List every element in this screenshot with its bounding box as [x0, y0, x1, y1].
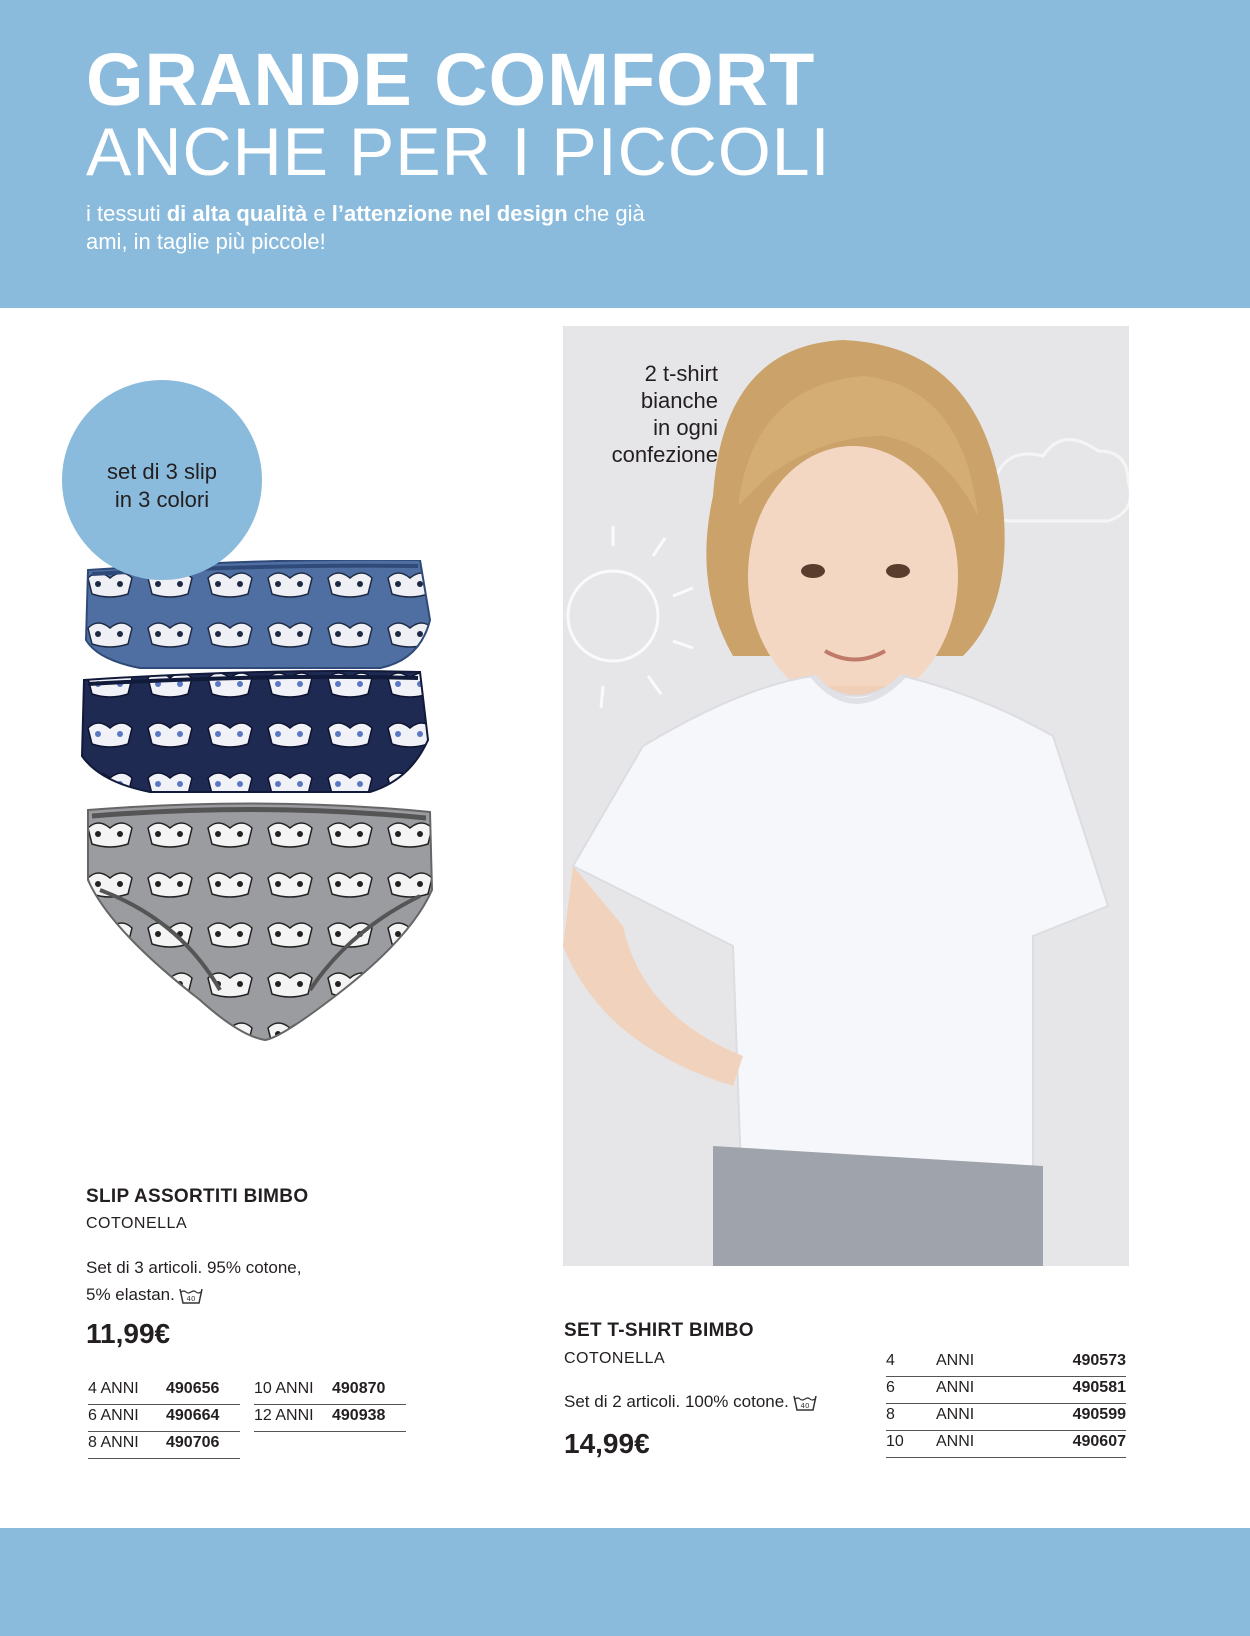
- size-row: [886, 1350, 1126, 1377]
- caption-line: bianche: [640, 388, 718, 413]
- size-unit: ANNI: [936, 1433, 975, 1450]
- size-row: [886, 1431, 1126, 1458]
- product-description: [564, 1388, 884, 1415]
- size-label: 4 ANNI: [88, 1380, 139, 1397]
- size-unit: ANNI: [936, 1379, 975, 1396]
- badge-line: in 3 colori: [114, 487, 210, 512]
- size-label: 8 ANNI: [88, 1434, 139, 1451]
- header-tagline: [86, 200, 646, 256]
- footer-band: [0, 1528, 1250, 1636]
- product-code: 490664: [166, 1407, 220, 1424]
- size-label: 10 ANNI: [254, 1380, 314, 1397]
- size-label: 6 ANNI: [88, 1407, 139, 1424]
- size-unit: ANNI: [936, 1406, 975, 1423]
- tagline-part: e: [307, 201, 332, 226]
- tagline-part-bold: l’attenzione nel design: [331, 201, 568, 226]
- size-row: [88, 1432, 240, 1459]
- size-label: 12 ANNI: [254, 1407, 314, 1424]
- caption-line: in ogni: [653, 415, 718, 440]
- size-number: 8: [886, 1406, 895, 1423]
- size-number: 10: [886, 1433, 904, 1450]
- promo-badge: [62, 380, 262, 580]
- product-code: 490581: [1072, 1379, 1126, 1396]
- wash-40-icon: [179, 1287, 203, 1305]
- size-unit: ANNI: [936, 1352, 975, 1369]
- product-code: 490938: [332, 1407, 386, 1424]
- svg-text:40: 40: [186, 1294, 196, 1303]
- size-row: [88, 1378, 240, 1405]
- size-row: [886, 1404, 1126, 1431]
- product-code: 490607: [1072, 1433, 1126, 1450]
- product-description: [86, 1254, 386, 1308]
- photo-caption: [563, 360, 718, 468]
- product-code: 490870: [332, 1380, 386, 1397]
- description-line-2: [86, 1281, 386, 1308]
- briefs-product-image: [80, 560, 450, 1050]
- product-code: 490573: [1072, 1352, 1126, 1369]
- tagline-part: che già ami, in taglie più piccole!: [86, 201, 645, 254]
- tagline-part: i tessuti: [86, 201, 167, 226]
- wash-40-icon: [793, 1394, 817, 1412]
- size-row: [254, 1378, 406, 1405]
- size-row: [254, 1405, 406, 1432]
- size-row: [88, 1405, 240, 1432]
- size-number: 6: [886, 1379, 895, 1396]
- size-row: [886, 1377, 1126, 1404]
- caption-line: confezione: [611, 442, 718, 467]
- product-brand: COTONELLA: [86, 1215, 188, 1232]
- size-table-col1: [88, 1378, 240, 1459]
- header-banner: [0, 0, 1250, 308]
- page-title: GRANDE COMFORT: [86, 38, 816, 121]
- product-name: SLIP ASSORTITI BIMBO: [86, 1186, 309, 1207]
- caption-line: 2 t-shirt: [644, 361, 718, 386]
- product-price: 14,99€: [564, 1428, 650, 1459]
- description-text: Set di 2 articoli. 100% cotone.: [564, 1392, 789, 1411]
- size-table-col2: [254, 1378, 406, 1432]
- product-name: SET T-SHIRT BIMBO: [564, 1320, 754, 1341]
- svg-text:40: 40: [800, 1401, 810, 1410]
- badge-line: set di 3 slip: [106, 459, 218, 484]
- product-price: 11,99€: [86, 1318, 171, 1349]
- size-number: 4: [886, 1352, 895, 1369]
- tagline-part-bold: di alta qualità: [166, 201, 308, 226]
- description-text: 5% elastan.: [86, 1285, 175, 1304]
- product-code: 490706: [166, 1434, 220, 1451]
- size-table: [886, 1350, 1126, 1458]
- description-line: Set di 3 articoli. 95% cotone,: [86, 1258, 302, 1277]
- page-subtitle-heading: ANCHE PER I PICCOLI: [86, 114, 831, 190]
- product-code: 490656: [166, 1380, 220, 1397]
- product-code: 490599: [1072, 1406, 1126, 1423]
- product-brand: COTONELLA: [564, 1350, 666, 1367]
